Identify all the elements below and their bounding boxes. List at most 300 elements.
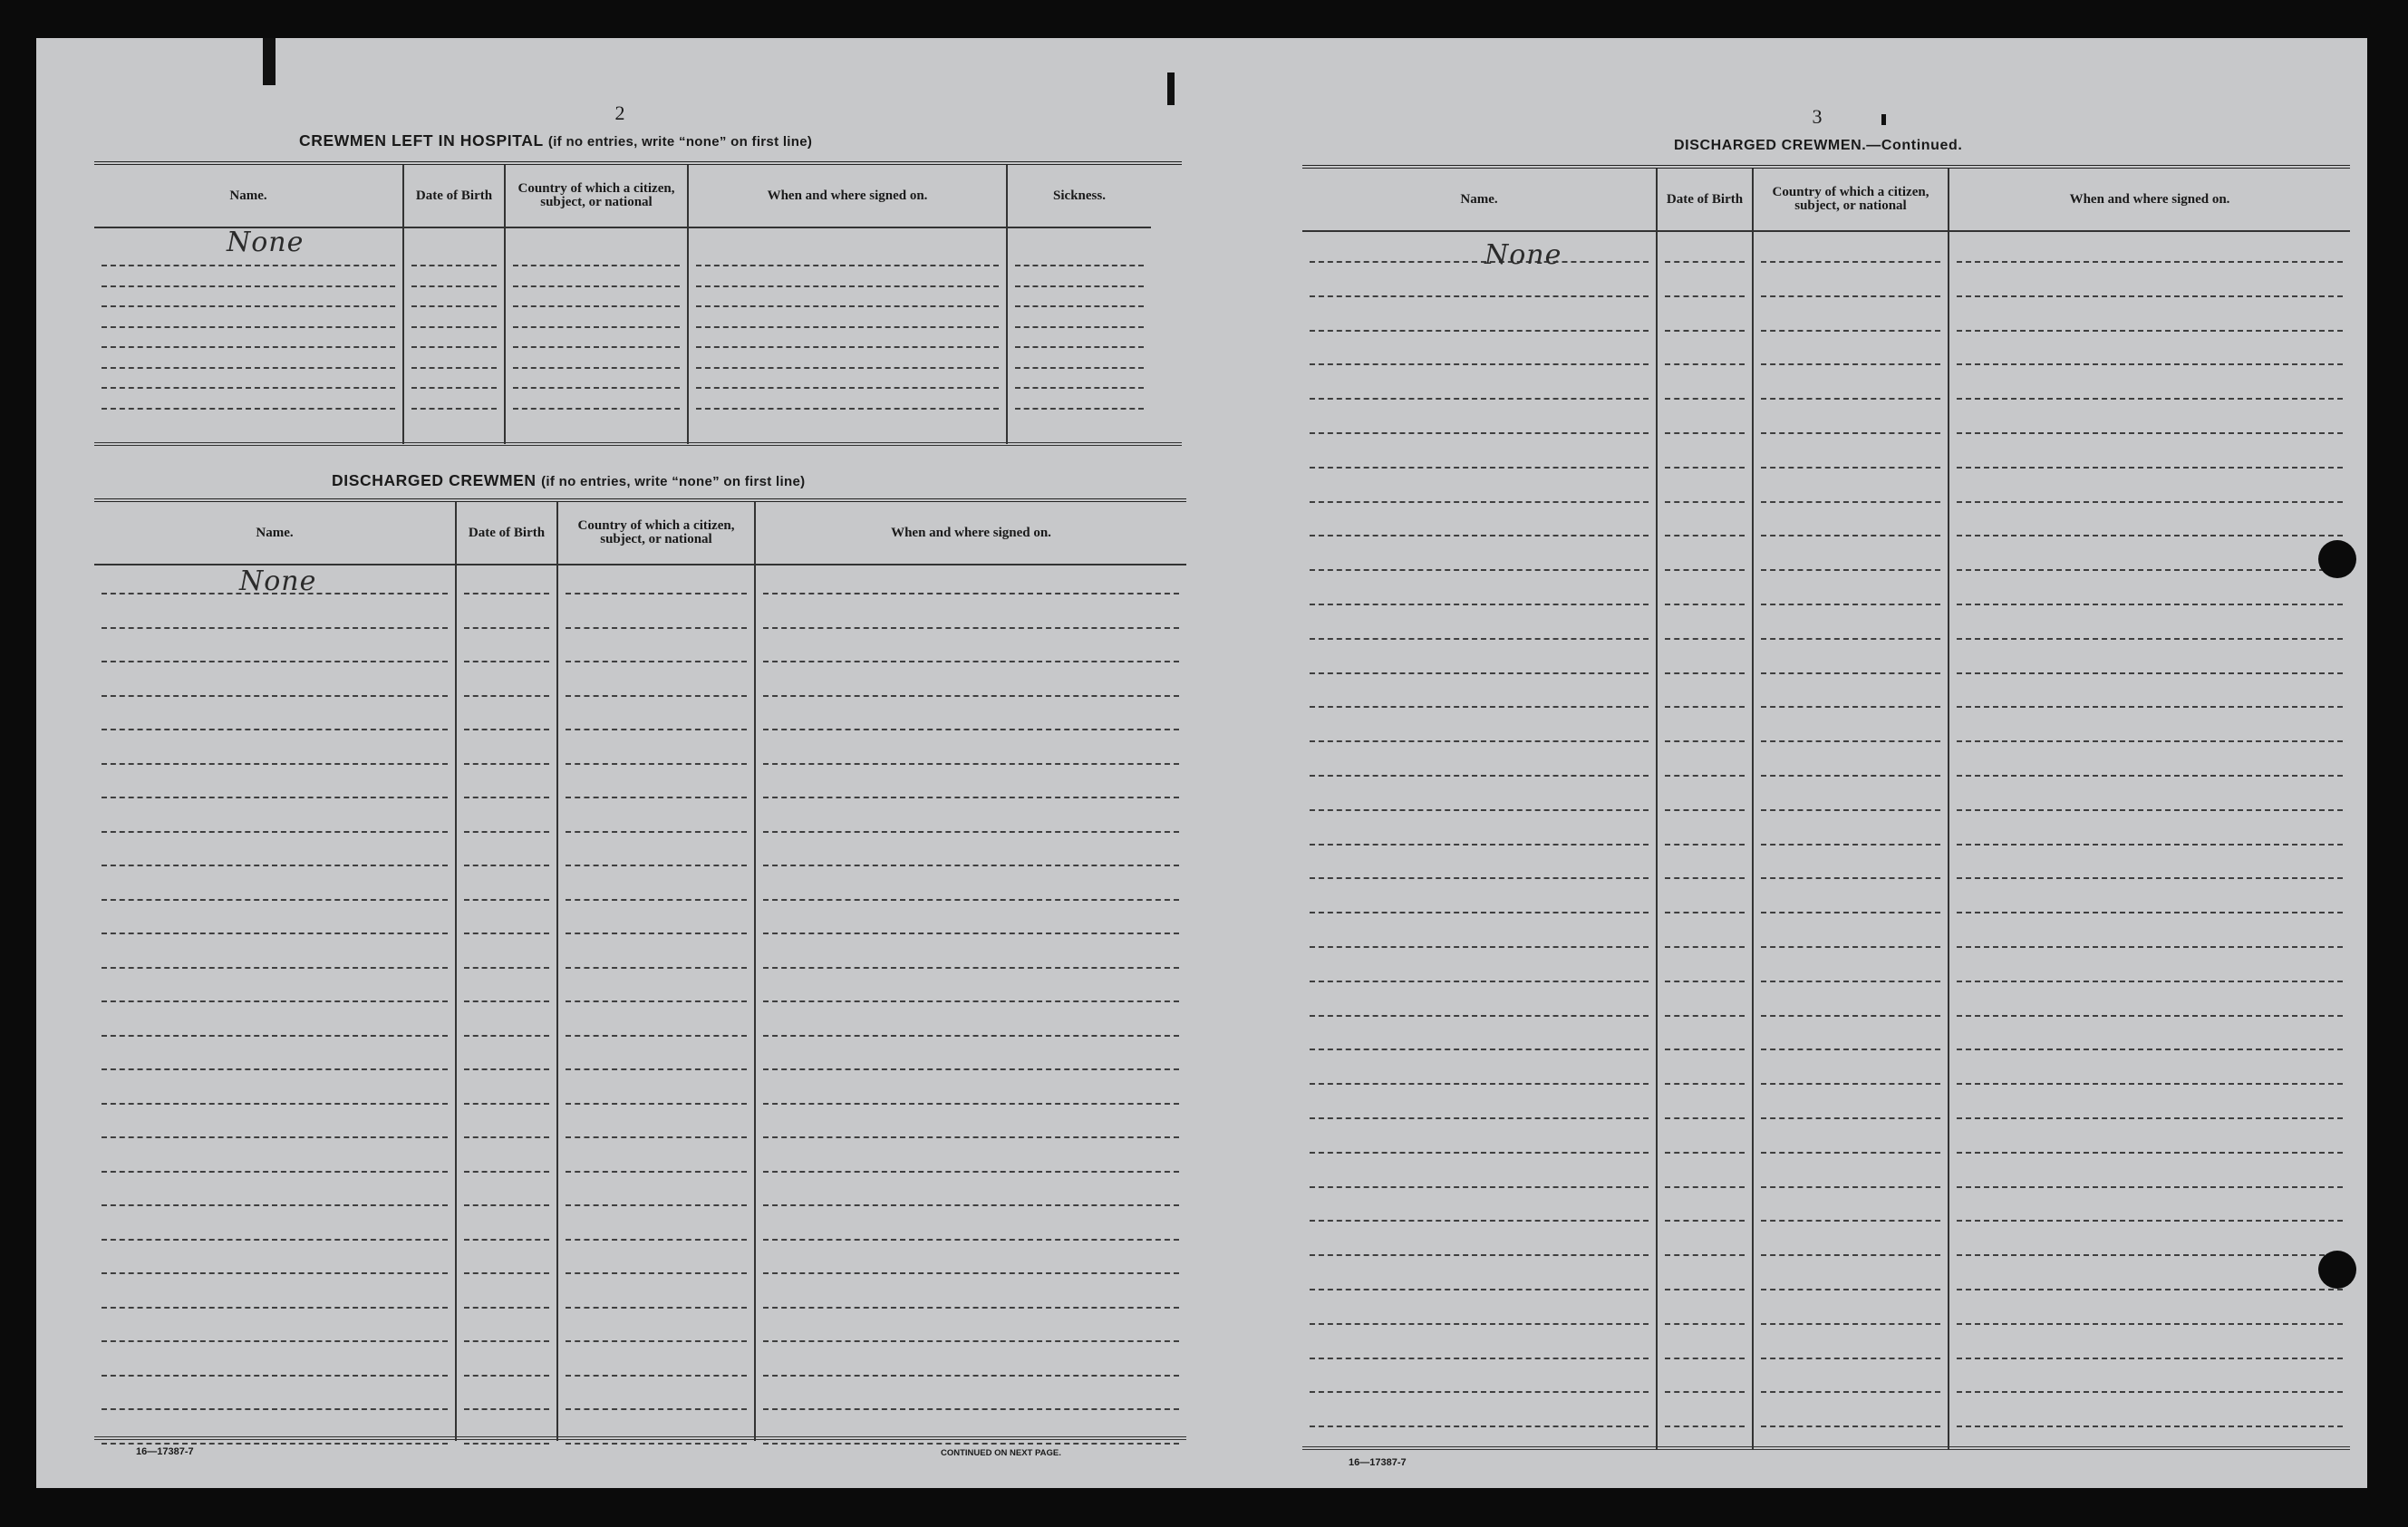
entry-line <box>1665 1186 1745 1188</box>
entry-line <box>1957 809 2343 811</box>
entry-line <box>102 967 448 969</box>
entry-line <box>1761 569 1940 571</box>
form-number: 16—17387-7 <box>1349 1457 1407 1468</box>
entry-line <box>411 387 497 389</box>
entry-line <box>763 695 1179 697</box>
entry-line <box>1015 408 1144 410</box>
entry-line <box>464 1272 549 1274</box>
entry-line <box>1761 363 1940 365</box>
entry-line <box>566 1103 747 1105</box>
col-signed-on <box>756 502 1186 1441</box>
page-number: 3 <box>1812 105 1823 128</box>
entry-line <box>566 1000 747 1002</box>
col-header-name: Name. <box>94 502 455 565</box>
entry-line <box>464 1375 549 1377</box>
entry-line <box>1957 946 2343 948</box>
entry-line <box>1310 1289 1649 1290</box>
col-signed-on <box>1949 169 2350 1450</box>
entry-line <box>411 367 497 369</box>
entry-line <box>1310 535 1649 536</box>
entry-line <box>696 367 999 369</box>
entry-line <box>763 1068 1179 1070</box>
entry-line <box>696 408 999 410</box>
entry-line <box>1310 1083 1649 1085</box>
entry-line <box>1665 535 1745 536</box>
entry-line <box>1310 912 1649 913</box>
entry-line <box>1310 638 1649 640</box>
entry-line <box>1310 1117 1649 1119</box>
entry-line <box>411 326 497 328</box>
discharged-table <box>94 498 1186 1441</box>
entry-line <box>1957 1117 2343 1119</box>
entry-line <box>464 1340 549 1342</box>
col-header-date-of-birth: Date of Birth <box>457 502 556 565</box>
entry-line <box>1761 1220 1940 1222</box>
entry-line <box>1957 363 2343 365</box>
entry-line <box>763 627 1179 629</box>
entry-line <box>1957 1254 2343 1256</box>
entry-line <box>1761 706 1940 708</box>
entry-line <box>102 387 395 389</box>
entry-line <box>1665 261 1745 263</box>
entry-line <box>1761 1186 1940 1188</box>
entry-line <box>102 1375 448 1377</box>
entry-line <box>763 1204 1179 1206</box>
entry-line <box>1015 285 1144 287</box>
entry-line <box>1957 775 2343 777</box>
entry-line <box>411 285 497 287</box>
entry-line <box>1761 604 1940 605</box>
entry-line <box>102 1103 448 1105</box>
entry-line <box>102 627 448 629</box>
entry-line <box>513 285 680 287</box>
entry-line <box>464 1035 549 1037</box>
entry-line <box>1665 638 1745 640</box>
col-header-signed-on: When and where signed on. <box>756 502 1186 565</box>
entry-line <box>566 1408 747 1410</box>
entry-line <box>464 1239 549 1241</box>
entry-line <box>1665 398 1745 400</box>
entry-line <box>102 899 448 901</box>
entry-line <box>1015 326 1144 328</box>
entry-line <box>464 661 549 662</box>
entry-line <box>102 933 448 934</box>
entry-line <box>1665 432 1745 434</box>
entry-line <box>1761 261 1940 263</box>
entry-line <box>1665 1323 1745 1325</box>
entry-line <box>464 1307 549 1309</box>
entry-line <box>1310 261 1649 263</box>
col-country <box>506 165 689 444</box>
ink-mark <box>263 38 276 85</box>
left-page <box>36 38 1205 1488</box>
entry-line <box>1957 740 2343 742</box>
entry-line <box>1761 638 1940 640</box>
entry-line <box>1310 775 1649 777</box>
entry-line <box>1310 1426 1649 1427</box>
entry-line <box>1761 535 1940 536</box>
entry-line <box>1957 467 2343 469</box>
entry-line <box>1665 1391 1745 1393</box>
entry-line <box>566 661 747 662</box>
handwritten-entry: None <box>227 227 305 258</box>
entry-line <box>763 593 1179 594</box>
entry-line <box>1957 1015 2343 1017</box>
entry-line <box>1310 1358 1649 1359</box>
entry-line <box>1015 346 1144 348</box>
col-country <box>558 502 756 1441</box>
entry-line <box>1665 946 1745 948</box>
entry-line <box>696 305 999 307</box>
col-date-of-birth <box>457 502 558 1441</box>
punch-hole <box>2318 540 2356 578</box>
entry-line <box>1761 432 1940 434</box>
entry-line <box>763 967 1179 969</box>
entry-line <box>1761 501 1940 503</box>
entry-line <box>1761 1117 1940 1119</box>
entry-line <box>102 1171 448 1173</box>
entry-line <box>102 1204 448 1206</box>
entry-line <box>763 1035 1179 1037</box>
discharged-continued-title: DISCHARGED CREWMEN.—Continued. <box>1674 138 1963 153</box>
entry-line <box>1665 877 1745 879</box>
entry-line <box>411 346 497 348</box>
entry-line <box>102 305 395 307</box>
entry-line <box>1665 809 1745 811</box>
hospital-title-note: (if no entries, write “none” on first line) <box>547 134 813 150</box>
entry-line <box>1015 265 1144 266</box>
entry-line <box>1761 1152 1940 1154</box>
entry-line <box>102 367 395 369</box>
col-header-date-of-birth: Date of Birth <box>404 165 504 228</box>
entry-line <box>1957 604 2343 605</box>
entry-line <box>1015 387 1144 389</box>
entry-line <box>1957 432 2343 434</box>
entry-line <box>1957 1289 2343 1290</box>
col-header-signed-on: When and where signed on. <box>1949 169 2350 232</box>
entry-line <box>464 865 549 866</box>
entry-line <box>1310 1220 1649 1222</box>
entry-line <box>763 1340 1179 1342</box>
entry-line <box>102 1035 448 1037</box>
entry-line <box>566 763 747 765</box>
ink-mark <box>1881 114 1886 125</box>
entry-line <box>1761 912 1940 913</box>
entry-line <box>1310 1254 1649 1256</box>
entry-line <box>1761 1015 1940 1017</box>
table-bottom-rule <box>1302 1446 2350 1450</box>
discharged-section-title <box>332 471 805 490</box>
form-number: 16—17387-7 <box>136 1446 194 1457</box>
entry-line <box>1761 1289 1940 1290</box>
entry-line <box>1665 467 1745 469</box>
entry-line <box>1957 295 2343 297</box>
entry-line <box>513 346 680 348</box>
entry-line <box>1761 467 1940 469</box>
handwritten-entry: None <box>239 565 317 597</box>
entry-line <box>696 326 999 328</box>
entry-line <box>566 1340 747 1342</box>
entry-line <box>1015 305 1144 307</box>
entry-line <box>513 367 680 369</box>
entry-line <box>1310 330 1649 332</box>
entry-line <box>1665 672 1745 674</box>
entry-line <box>1761 1323 1940 1325</box>
entry-line <box>763 729 1179 730</box>
entry-line <box>464 831 549 833</box>
entry-line <box>763 1307 1179 1309</box>
entry-line <box>1665 330 1745 332</box>
entry-line <box>1665 1220 1745 1222</box>
entry-line <box>696 265 999 266</box>
entry-line <box>464 1103 549 1105</box>
entry-line <box>1957 330 2343 332</box>
entry-line <box>1761 877 1940 879</box>
entry-line <box>1665 604 1745 605</box>
entry-line <box>1665 1015 1745 1017</box>
entry-line <box>464 1204 549 1206</box>
entry-line <box>1761 330 1940 332</box>
entry-line <box>102 1272 448 1274</box>
entry-line <box>1957 398 2343 400</box>
entry-line <box>102 265 395 266</box>
entry-line <box>566 1307 747 1309</box>
entry-line <box>513 326 680 328</box>
entry-line <box>1310 706 1649 708</box>
entry-line <box>1310 1391 1649 1393</box>
entry-line <box>464 1136 549 1138</box>
entry-line <box>102 346 395 348</box>
entry-line <box>464 1443 549 1445</box>
entry-line <box>566 593 747 594</box>
entry-line <box>1761 295 1940 297</box>
entry-line <box>102 1068 448 1070</box>
entry-line <box>566 933 747 934</box>
col-header-sickness: Sickness. <box>1008 165 1151 228</box>
entry-line <box>566 1375 747 1377</box>
entry-line <box>1957 1220 2343 1222</box>
entry-line <box>1957 1083 2343 1085</box>
entry-line <box>763 1272 1179 1274</box>
entry-line <box>464 1408 549 1410</box>
entry-line <box>1761 740 1940 742</box>
col-header-name: Name. <box>94 165 402 228</box>
entry-line <box>763 865 1179 866</box>
entry-line <box>763 1000 1179 1002</box>
entry-line <box>1761 1358 1940 1359</box>
entry-line <box>763 1375 1179 1377</box>
entry-line <box>1957 569 2343 571</box>
col-country <box>1754 169 1949 1450</box>
entry-line <box>1310 432 1649 434</box>
entry-line <box>1665 363 1745 365</box>
entry-line <box>763 1239 1179 1241</box>
entry-line <box>102 326 395 328</box>
entry-line <box>763 1103 1179 1105</box>
col-header-country: Country of which a citizen, subject, or national <box>506 165 687 228</box>
col-header-name: Name. <box>1302 169 1656 232</box>
entry-line <box>566 1272 747 1274</box>
entry-line <box>1665 295 1745 297</box>
entry-line <box>566 831 747 833</box>
entry-line <box>566 1035 747 1037</box>
entry-line <box>464 899 549 901</box>
entry-line <box>464 797 549 798</box>
entry-line <box>1665 740 1745 742</box>
entry-line <box>566 695 747 697</box>
hospital-section-title <box>299 131 812 150</box>
entry-line <box>1957 501 2343 503</box>
hospital-title-text: CREWMEN LEFT IN HOSPITAL <box>299 131 544 150</box>
entry-line <box>464 933 549 934</box>
entry-line <box>1310 398 1649 400</box>
entry-line <box>1015 367 1144 369</box>
entry-line <box>464 1171 549 1173</box>
entry-line <box>1665 1152 1745 1154</box>
entry-line <box>102 865 448 866</box>
entry-line <box>1957 535 2343 536</box>
entry-line <box>464 695 549 697</box>
entry-line <box>566 1443 747 1445</box>
entry-line <box>566 797 747 798</box>
entry-line <box>566 1171 747 1173</box>
entry-line <box>513 408 680 410</box>
entry-line <box>513 265 680 266</box>
entry-line <box>1310 604 1649 605</box>
entry-line <box>1957 844 2343 846</box>
entry-line <box>566 1136 747 1138</box>
entry-line <box>696 387 999 389</box>
right-page <box>1205 38 2367 1488</box>
entry-line <box>411 408 497 410</box>
entry-line <box>102 285 395 287</box>
col-header-country: Country of which a citizen, subject, or national <box>1754 169 1948 232</box>
entry-line <box>464 593 549 594</box>
entry-line <box>566 865 747 866</box>
entry-line <box>513 387 680 389</box>
entry-line <box>102 1408 448 1410</box>
entry-line <box>464 763 549 765</box>
entry-line <box>1665 501 1745 503</box>
entry-line <box>1665 1083 1745 1085</box>
scanned-form-sheet <box>36 38 2367 1488</box>
entry-line <box>1665 912 1745 913</box>
entry-line <box>1665 706 1745 708</box>
entry-line <box>1665 775 1745 777</box>
entry-line <box>1761 1083 1940 1085</box>
col-header-date-of-birth: Date of Birth <box>1658 169 1752 232</box>
entry-line <box>1310 569 1649 571</box>
entry-line <box>1957 1323 2343 1325</box>
col-signed-on <box>689 165 1008 444</box>
entry-line <box>566 1068 747 1070</box>
entry-line <box>1761 1049 1940 1050</box>
entry-line <box>1761 775 1940 777</box>
col-name <box>94 165 404 444</box>
entry-line <box>1310 877 1649 879</box>
entry-line <box>1761 1391 1940 1393</box>
entry-line <box>1665 1289 1745 1290</box>
discharged-title-note: (if no entries, write “none” on first line) <box>541 474 806 489</box>
handwritten-entry: None <box>1484 239 1562 271</box>
entry-line <box>1310 467 1649 469</box>
table-bottom-rule <box>94 1436 1186 1440</box>
entry-line <box>1957 877 2343 879</box>
entry-line <box>1310 363 1649 365</box>
entry-line <box>102 695 448 697</box>
entry-line <box>566 899 747 901</box>
entry-line <box>102 661 448 662</box>
entry-line <box>1310 844 1649 846</box>
entry-line <box>1665 1426 1745 1427</box>
entry-line <box>1310 809 1649 811</box>
entry-line <box>1957 706 2343 708</box>
entry-line <box>1761 844 1940 846</box>
entry-line <box>411 265 497 266</box>
entry-line <box>464 627 549 629</box>
entry-line <box>763 763 1179 765</box>
entry-line <box>1761 398 1940 400</box>
entry-line <box>1310 946 1649 948</box>
col-sickness <box>1008 165 1151 444</box>
entry-line <box>102 729 448 730</box>
entry-line <box>763 1136 1179 1138</box>
col-header-country: Country of which a citizen, subject, or national <box>558 502 754 565</box>
entry-line <box>102 1307 448 1309</box>
entry-line <box>1761 981 1940 982</box>
entry-line <box>763 899 1179 901</box>
entry-line <box>1957 672 2343 674</box>
entry-line <box>1957 1049 2343 1050</box>
entry-line <box>102 408 395 410</box>
entry-line <box>566 967 747 969</box>
entry-line <box>763 797 1179 798</box>
entry-line <box>1761 1426 1940 1427</box>
entry-line <box>1957 981 2343 982</box>
entry-line <box>1761 672 1940 674</box>
entry-line <box>513 305 680 307</box>
entry-line <box>1761 1254 1940 1256</box>
entry-line <box>696 346 999 348</box>
entry-line <box>763 831 1179 833</box>
discharged-continued-table <box>1302 165 2350 1450</box>
entry-line <box>1761 809 1940 811</box>
entry-line <box>102 831 448 833</box>
entry-line <box>1310 295 1649 297</box>
entry-line <box>411 305 497 307</box>
entry-line <box>566 1204 747 1206</box>
entry-line <box>102 1443 448 1445</box>
entry-line <box>464 1000 549 1002</box>
entry-line <box>1310 672 1649 674</box>
entry-line <box>1310 1186 1649 1188</box>
entry-line <box>464 967 549 969</box>
entry-line <box>566 1239 747 1241</box>
col-date-of-birth <box>1658 169 1754 1450</box>
continued-note: CONTINUED ON NEXT PAGE. <box>941 1448 1061 1458</box>
entry-line <box>566 627 747 629</box>
punch-hole <box>2318 1251 2356 1289</box>
entry-line <box>763 1408 1179 1410</box>
entry-line <box>566 729 747 730</box>
entry-line <box>1310 740 1649 742</box>
entry-line <box>1957 261 2343 263</box>
entry-line <box>763 933 1179 934</box>
entry-line <box>464 1068 549 1070</box>
entry-line <box>1957 1186 2343 1188</box>
entry-line <box>464 729 549 730</box>
entry-line <box>102 1136 448 1138</box>
